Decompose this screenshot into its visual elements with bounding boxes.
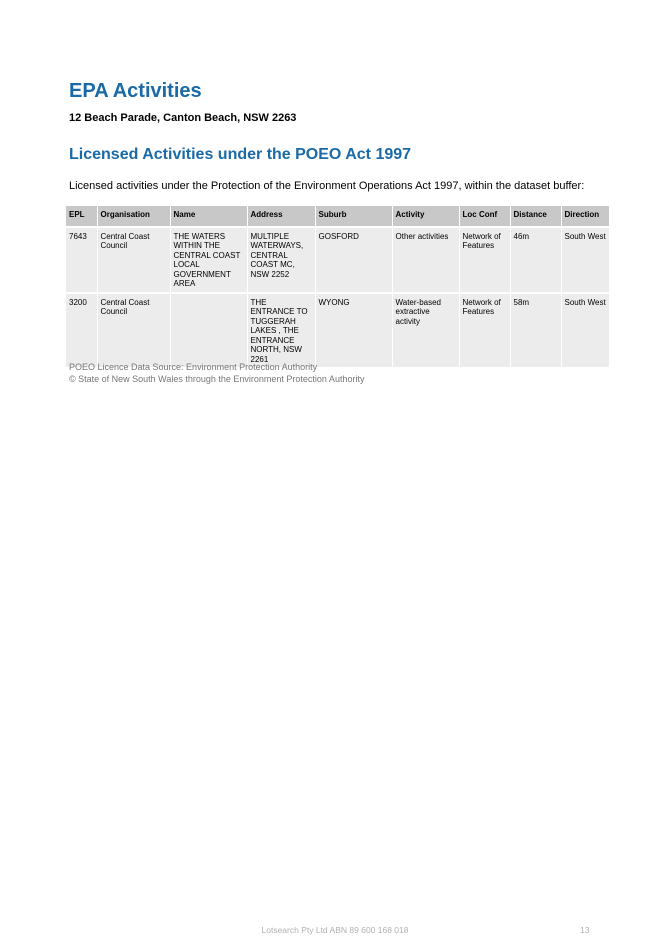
column-header-activity: Activity	[392, 206, 459, 227]
cell-epl: 3200	[66, 293, 97, 368]
cell-loc-conf: Network of Features	[459, 227, 510, 293]
cell-direction: South West	[561, 293, 609, 368]
column-header-loc-conf: Loc Conf	[459, 206, 510, 227]
column-header-organisation: Organisation	[97, 206, 170, 227]
cell-suburb: WYONG	[315, 293, 392, 368]
cell-epl: 7643	[66, 227, 97, 293]
cell-name	[170, 293, 247, 368]
table-row	[66, 227, 609, 293]
cell-address: THE ENTRANCE TO TUGGERAH LAKES , THE ENTRANCE NORTH, NSW 2261	[247, 293, 315, 368]
column-header-epl: EPL	[66, 206, 97, 227]
page-number: 13	[580, 925, 590, 935]
cell-name: THE WATERS WITHIN THE CENTRAL COAST LOCAL GOVERNMENT AREA	[170, 227, 247, 293]
cell-activity: Water-based extractive activity	[392, 293, 459, 368]
page-title: EPA Activities	[69, 80, 202, 102]
data-source-line: POEO Licence Data Source: Environment Protection Authority	[69, 362, 318, 372]
cell-address: MULTIPLE WATERWAYS, CENTRAL COAST MC, NSW 2252	[247, 227, 315, 293]
table-row	[66, 293, 609, 368]
column-header-name: Name	[170, 206, 247, 227]
copyright-line: © State of New South Wales through the Environment Protection Authority	[69, 374, 365, 384]
cell-organisation: Central Coast Council	[97, 293, 170, 368]
column-header-direction: Direction	[561, 206, 609, 227]
section-title: Licensed Activities under the POEO Act 1997	[69, 146, 412, 163]
column-header-suburb: Suburb	[315, 206, 392, 227]
data-source-note	[69, 361, 364, 385]
cell-loc-conf: Network of Features	[459, 293, 510, 368]
cell-activity: Other activities	[392, 227, 459, 293]
cell-distance: 58m	[510, 293, 561, 368]
cell-organisation: Central Coast Council	[97, 227, 170, 293]
column-header-distance: Distance	[510, 206, 561, 227]
table-header-row	[66, 206, 609, 227]
cell-suburb: GOSFORD	[315, 227, 392, 293]
site-address: 12 Beach Parade, Canton Beach, NSW 2263	[69, 112, 297, 124]
cell-distance: 46m	[510, 227, 561, 293]
column-header-address: Address	[247, 206, 315, 227]
cell-direction: South West	[561, 227, 609, 293]
intro-text: Licensed activities under the Protection of the Environment Operations Act 1997, within the dataset buffer:	[69, 180, 585, 192]
footer-company: Lotsearch Pty Ltd ABN 89 600 168 018	[261, 925, 409, 935]
licensed-activities-table	[66, 206, 609, 367]
